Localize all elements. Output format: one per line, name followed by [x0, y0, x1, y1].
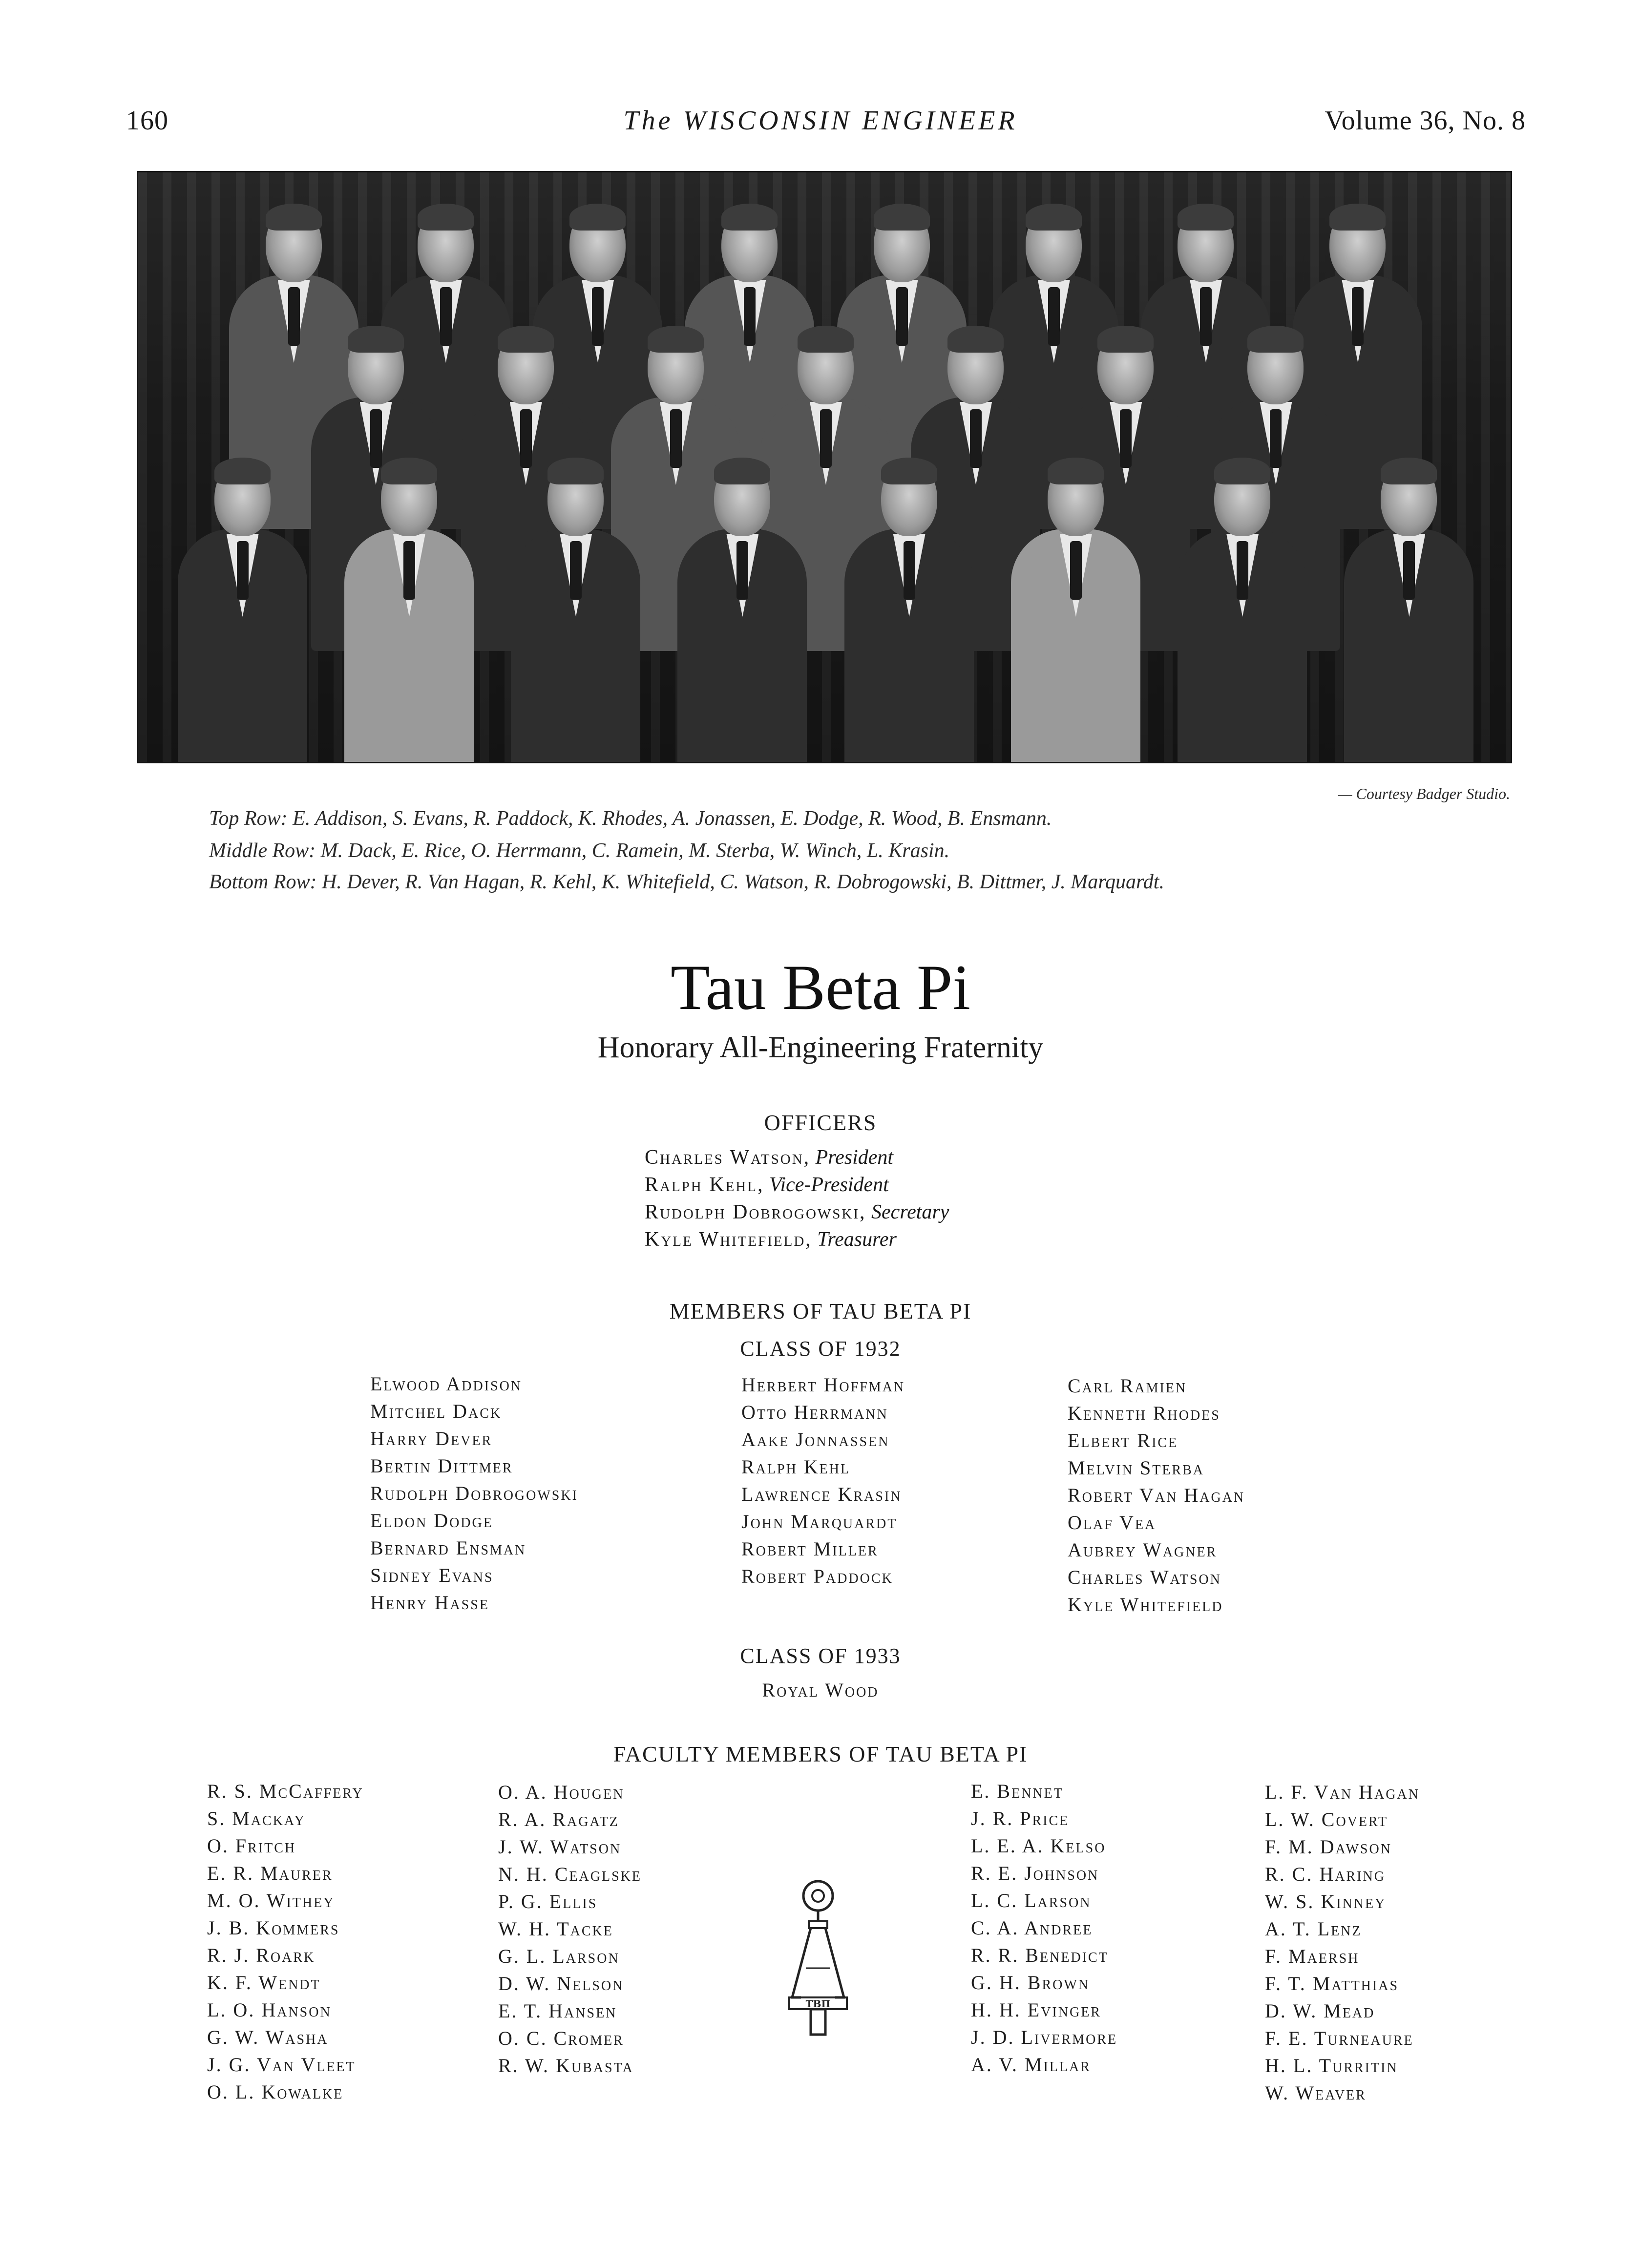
member-name: Robert Paddock: [741, 1565, 893, 1587]
faculty-name: O. C. Cromer: [498, 2027, 624, 2049]
class-1932-heading: CLASS OF 1932: [740, 1337, 901, 1361]
faculty-name: G. W. Washa: [207, 2026, 329, 2048]
officer-entry: Charles Watson, President: [645, 1146, 894, 1169]
faculty-name: E. R. Maurer: [207, 1862, 333, 1884]
person-figure: [1168, 461, 1314, 763]
member-name: Mitchel Dack: [370, 1400, 502, 1422]
faculty-name: S. Mackay: [207, 1807, 306, 1829]
person-figure: [168, 461, 315, 763]
member-name: Bertin Dittmer: [370, 1455, 513, 1477]
officers-heading: OFFICERS: [764, 1110, 877, 1135]
caption-bottom-row: Bottom Row: H. Dever, R. Van Hagan, R. Kehl, K. Whitefield, C. Watson, R. Dobrogowski, B. Dittmer, J. Marquardt.: [209, 871, 1164, 893]
officer-entry: Rudolph Dobrogowski, Secretary: [645, 1201, 949, 1223]
member-name: Melvin Sterba: [1068, 1457, 1204, 1479]
photo-credit: — Courtesy Badger Studio.: [1338, 785, 1510, 802]
members-heading: MEMBERS OF TAU BETA PI: [669, 1299, 972, 1323]
faculty-heading: FACULTY MEMBERS OF TAU BETA PI: [613, 1742, 1028, 1766]
faculty-name: J. B. Kommers: [207, 1917, 340, 1939]
faculty-name: O. A. Hougen: [498, 1781, 625, 1803]
person-figure: [1001, 461, 1148, 763]
tau-beta-pi-bent-emblem-icon: [786, 1875, 850, 2037]
group-photo: [137, 171, 1512, 763]
class-1933-heading: CLASS OF 1933: [740, 1644, 901, 1668]
faculty-name: W. S. Kinney: [1265, 1890, 1387, 1912]
emblem-lettering: ΤΒΠ: [805, 1998, 831, 2010]
members-1932-column-1: [370, 1370, 578, 1617]
member-name: Royal Wood: [762, 1679, 879, 1701]
faculty-name: L. E. A. Kelso: [971, 1835, 1106, 1857]
faculty-name: F. M. Dawson: [1265, 1836, 1392, 1858]
officer-entry: Kyle Whitefield, Treasurer: [645, 1228, 897, 1251]
faculty-column-3: [971, 1778, 1117, 2079]
faculty-name: J. G. Van Vleet: [207, 2054, 356, 2076]
person-figure: [1334, 461, 1481, 763]
photo-bottom-row: [138, 461, 1511, 763]
faculty-name: O. Fritch: [207, 1835, 296, 1857]
member-name: Elwood Addison: [370, 1373, 523, 1395]
faculty-name: L. W. Covert: [1265, 1808, 1389, 1830]
faculty-name: J. W. Watson: [498, 1836, 622, 1858]
faculty-name: G. L. Larson: [498, 1945, 620, 1967]
faculty-name: O. L. Kowalke: [207, 2081, 344, 2103]
person-figure: [501, 461, 648, 763]
faculty-name: P. G. Ellis: [498, 1890, 598, 1912]
members-1932-column-3: [1068, 1372, 1245, 1618]
faculty-name: D. W. Mead: [1265, 2000, 1375, 2022]
member-name: Otto Herrmann: [741, 1401, 888, 1423]
faculty-name: A. T. Lenz: [1265, 1918, 1362, 1940]
member-name: Kyle Whitefield: [1068, 1594, 1223, 1616]
faculty-name: J. R. Price: [971, 1807, 1070, 1829]
member-name: Robert Miller: [741, 1538, 879, 1560]
member-name: Harry Dever: [370, 1428, 493, 1449]
member-name: Charles Watson: [1068, 1566, 1221, 1588]
faculty-name: R. C. Haring: [1265, 1863, 1386, 1885]
faculty-name: E. Bennet: [971, 1780, 1064, 1802]
faculty-name: J. D. Livermore: [971, 2026, 1118, 2048]
faculty-name: R. A. Ragatz: [498, 1808, 619, 1830]
caption-middle-row: Middle Row: M. Dack, E. Rice, O. Herrmann, C. Ramein, M. Sterba, W. Winch, L. Krasin.: [209, 840, 950, 862]
page-title: Tau Beta Pi: [671, 951, 970, 1023]
faculty-name: M. O. Withey: [207, 1890, 335, 1911]
faculty-name: L. O. Hanson: [207, 1999, 332, 2021]
volume-info: Volume 36, No. 8: [1325, 105, 1526, 136]
member-name: Herbert Hoffman: [741, 1374, 905, 1396]
faculty-column-1: [207, 1778, 364, 2106]
faculty-name: F. E. Turneaure: [1265, 2027, 1414, 2049]
journal-title: The WISCONSIN ENGINEER: [623, 105, 1018, 136]
member-name: Robert Van Hagan: [1068, 1484, 1245, 1506]
faculty-name: H. H. Evinger: [971, 1999, 1101, 2021]
officer-entry: Ralph Kehl, Vice-President: [645, 1174, 889, 1196]
faculty-name: W. H. Tacke: [498, 1918, 613, 1940]
faculty-name: F. Maersh: [1265, 1945, 1360, 1967]
faculty-name: L. C. Larson: [971, 1890, 1092, 1911]
member-name: Rudolph Dobrogowski: [370, 1482, 578, 1504]
person-figure: [668, 461, 814, 763]
faculty-name: G. H. Brown: [971, 1972, 1090, 1994]
member-name: Eldon Dodge: [370, 1510, 493, 1532]
faculty-name: K. F. Wendt: [207, 1972, 321, 1994]
faculty-name: W. Weaver: [1265, 2082, 1367, 2104]
caption-top-row: Top Row: E. Addison, S. Evans, R. Paddock, K. Rhodes, A. Jonassen, E. Dodge, R. Wood, B. Ensmann.: [209, 807, 1052, 830]
faculty-name: L. F. Van Hagan: [1265, 1781, 1420, 1803]
faculty-name: A. V. Millar: [971, 2054, 1091, 2076]
member-name: Aake Jonnassen: [741, 1428, 890, 1450]
faculty-name: H. L. Turritin: [1265, 2055, 1398, 2077]
faculty-name: R. S. McCaffery: [207, 1780, 364, 1802]
member-name: Aubrey Wagner: [1068, 1539, 1218, 1561]
member-name: Ralph Kehl: [741, 1456, 851, 1478]
members-1932-column-2: [741, 1371, 905, 1590]
member-name: Olaf Vea: [1068, 1512, 1157, 1533]
member-name: Sidney Evans: [370, 1564, 494, 1586]
faculty-name: D. W. Nelson: [498, 1973, 624, 1995]
officers-list: [645, 1144, 949, 1253]
page-subtitle: Honorary All-Engineering Fraternity: [597, 1031, 1044, 1064]
member-name: John Marquardt: [741, 1511, 898, 1533]
faculty-name: N. H. Ceaglske: [498, 1863, 642, 1885]
faculty-name: C. A. Andree: [971, 1917, 1093, 1939]
person-figure: [835, 461, 981, 763]
person-figure: [335, 461, 481, 763]
faculty-column-4: [1265, 1779, 1420, 2107]
member-name: Bernard Ensman: [370, 1537, 526, 1559]
member-name: Kenneth Rhodes: [1068, 1402, 1220, 1424]
faculty-name: R. E. Johnson: [971, 1862, 1099, 1884]
member-name: Lawrence Krasin: [741, 1483, 902, 1505]
member-name: Henry Hasse: [370, 1592, 489, 1614]
member-name: Carl Ramien: [1068, 1375, 1187, 1397]
faculty-name: F. T. Matthias: [1265, 1973, 1399, 1995]
faculty-name: R. W. Kubasta: [498, 2055, 634, 2077]
faculty-name: E. T. Hansen: [498, 2000, 617, 2022]
faculty-name: R. R. Benedict: [971, 1944, 1109, 1966]
faculty-column-2: [498, 1779, 642, 2079]
page-number: 160: [126, 105, 168, 136]
member-name: Elbert Rice: [1068, 1429, 1178, 1451]
faculty-name: R. J. Roark: [207, 1944, 316, 1966]
